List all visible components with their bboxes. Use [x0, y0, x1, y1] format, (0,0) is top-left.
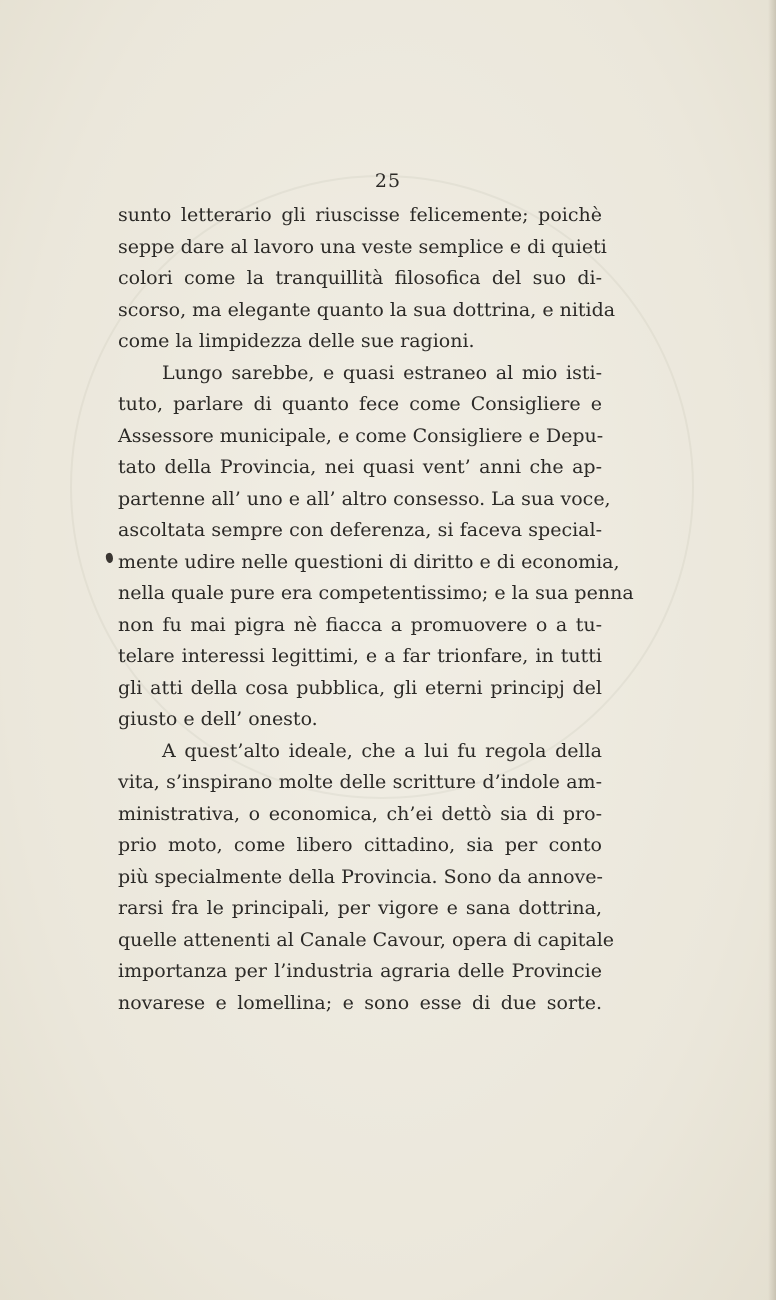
text-line: quelle attenenti al Canale Cavour, opera di capitale	[118, 928, 615, 951]
text-line: importanza per l’industria agraria delle Provincie	[118, 960, 602, 982]
text-line: non fu mai pigra nè fiacca a promuovere o a tu-	[118, 613, 602, 636]
text-line: colori come la tranquillità filosofica del suo di-	[118, 267, 602, 289]
text-line: tuto, parlare di quanto fece come Consigliere e	[118, 393, 602, 415]
page-edge-shadow	[768, 0, 776, 1300]
text-line: mente udire nelle questioni di diritto e di economia,	[118, 550, 620, 573]
text-line: novarese e lomellina; e sono esse di due sorte.	[118, 991, 602, 1014]
text-line: prio moto, come libero cittadino, sia per conto	[118, 834, 602, 856]
text-line: partenne all’ uno e all’ altro consesso. La sua voce,	[118, 487, 611, 510]
text-line: più specialmente della Provincia. Sono da annove-	[118, 865, 603, 888]
text-line: rarsi fra le principali, per vigore e sana dottrina,	[118, 897, 602, 919]
text-line: Assessore municipale, e come Consigliere e Depu-	[118, 424, 604, 447]
text-line: telare interessi legittimi, e a far trionfare, in tutti	[118, 645, 602, 667]
text-line: sunto letterario gli riuscisse felicemente; poichè	[118, 204, 602, 226]
text-line: nella quale pure era competentissimo; e la sua penna	[118, 582, 634, 604]
text-line: come la limpidezza delle sue ragioni.	[118, 330, 475, 352]
text-line: scorso, ma elegante quanto la sua dottrina, e nitida	[118, 298, 616, 321]
text-line: tato della Provincia, nei quasi vent’ anni che ap-	[118, 456, 602, 478]
text-line: seppe dare al lavoro una veste semplice e di quieti	[118, 235, 607, 258]
text-line: gli atti della cosa pubblica, gli eterni principj del	[118, 676, 602, 699]
text-line: vita, s’inspirano molte delle scritture d’indole am-	[118, 771, 602, 793]
text-line: A quest’alto ideale, che a lui fu regola della	[162, 739, 602, 762]
text-line: giusto e dell’ onesto.	[118, 708, 318, 730]
text-line: ascoltata sempre con deferenza, si faceva special-	[118, 519, 602, 541]
text-line: Lungo sarebbe, e quasi estraneo al mio isti-	[162, 361, 602, 384]
text-line: ministrativa, o economica, ch’ei dettò sia di pro-	[118, 802, 602, 825]
body-text	[118, 200, 634, 1019]
page-number: 25	[374, 170, 402, 192]
